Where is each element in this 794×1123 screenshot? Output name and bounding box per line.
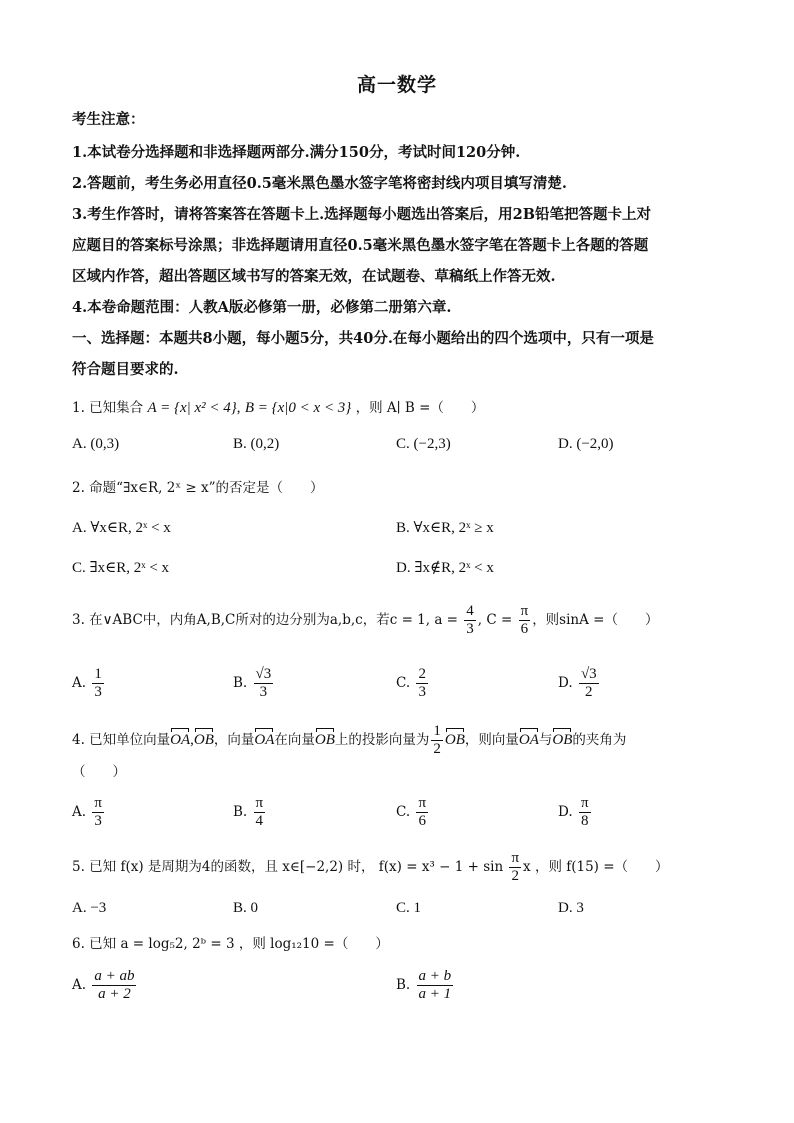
question-3 [72, 603, 732, 638]
vector-ob: OB [194, 726, 214, 750]
q3-option-d: D. $\frac{√3}{2}$ [558, 666, 597, 700]
q5-option-d: D. 3 [558, 900, 584, 916]
q6-option-a: A. $\frac{a + ab}{a + 2}$ [72, 968, 135, 1002]
q5-option-a: A. −3 [72, 900, 107, 916]
q2-option-a: A. ∀x∈R, 2ˣ < x [72, 520, 171, 536]
notice-item-3-cont: 应题目的答案标号涂黑；非选择题请用直径0.5毫米黑色墨水签字笔在答题卡上各题的答题 [72, 237, 649, 254]
section-heading-cont: 符合题目要求的. [72, 361, 179, 378]
q2-option-d: D. ∃x∉R, 2ˣ < x [396, 560, 494, 576]
q1-suffix: ，则 A∣ B =（ ） [355, 400, 485, 416]
notice-item-1: 1.本试卷分选择题和非选择题两部分.满分150分，考试时间120分钟. [72, 144, 521, 161]
question-2: 2. 命题“∃x∈R, 2ˣ ≥ x”的否定是（ ） [72, 480, 324, 496]
question-6: 6. 已知 a = log₅2, 2ᵇ = 3 ，则 log₁₂10 =（ ） [72, 936, 389, 952]
notice-heading: 考生注意： [72, 111, 145, 128]
q1-set-a: A = {x| x² < 4} [147, 400, 237, 416]
q3-suffix: ，则sinA =（ ） [532, 612, 659, 628]
exam-title: 高一数学 [356, 74, 437, 96]
q4-coefficient: $\frac{1}{2}$ [433, 723, 441, 757]
q1-set-b: B = {x|0 < x < 3} [244, 400, 352, 416]
question-1: 1. 已知集合 A = {x| x² < 4}, B = {x|0 < x < 3} ，则 A∣ B =（ ） [72, 400, 485, 416]
q3-fraction-a: $\frac{4}{3}$ [466, 603, 474, 637]
q5-fraction: $\frac{\pi}{2}$ [511, 850, 520, 884]
q3-fraction-c: $\frac{\pi}{6}$ [520, 603, 529, 637]
notice-item-3-cont2: 区域内作答，超出答题区域书写的答案无效，在试题卷、草稿纸上作答无效. [72, 268, 556, 285]
q3-prefix: 3. 在∨ABC中，内角A,B,C所对的边分别为a,b,c，若c = 1, a = [72, 612, 458, 628]
q6-option-b: B. $\frac{a + b}{a + 1}$ [396, 968, 452, 1002]
q5-suffix: x ，则 f(15) =（ ） [523, 859, 669, 875]
vector-oa: OA [170, 726, 190, 750]
q3-option-b: B. $\frac{√3}{3}$ [233, 666, 272, 700]
q4-option-a: A. $\frac{\pi}{3}$ [72, 795, 102, 829]
question-5 [72, 850, 732, 885]
q1-option-c: C. (−2,3) [396, 436, 451, 452]
q4-option-b: B. $\frac{\pi}{4}$ [233, 795, 264, 829]
section-heading: 一、选择题：本题共8小题，每小题5分，共40分.在每小题给出的四个选项中，只有一项是 [72, 330, 654, 347]
notice-item-2: 2.答题前，考生务必用直径0.5毫米黑色墨水签字笔将密封线内项目填写清楚. [72, 175, 567, 192]
q1-option-b: B. (0,2) [233, 436, 280, 452]
q1-option-d: D. (−2,0) [558, 436, 614, 452]
notice-item-4: 4.本卷命题范围：人教A版必修第一册，必修第二册第六章. [72, 299, 452, 316]
q5-prefix: 5. 已知 f(x) 是周期为4的函数，且 x∈[−2,2) 时， f(x) = x³ − 1 + sin [72, 859, 504, 875]
q5-option-c: C. 1 [396, 900, 422, 916]
q3-mid: , C = [477, 612, 513, 628]
q4-option-d: D. $\frac{\pi}{8}$ [558, 795, 589, 829]
q1-prefix: 1. 已知集合 [72, 400, 144, 416]
q3-option-a: A. $\frac{1}{3}$ [72, 666, 102, 700]
q2-option-b: B. ∀x∈R, 2ˣ ≥ x [396, 520, 494, 536]
q2-option-c: C. ∃x∈R, 2ˣ < x [72, 560, 170, 576]
notice-item-3: 3.考生作答时，请将答案答在答题卡上.选择题每小题选出答案后，用2B铅笔把答题卡上对 [72, 206, 652, 223]
q4-option-c: C. $\frac{\pi}{6}$ [396, 795, 427, 829]
q4-answer-paren: （ ） [72, 764, 126, 780]
q3-option-c: C. $\frac{2}{3}$ [396, 666, 426, 700]
q1-option-a: A. (0,3) [72, 436, 120, 452]
q5-option-b: B. 0 [233, 900, 259, 916]
question-4: 4. 已知单位向量OA,OB，向量OA在向量OB上的投影向量为 $\frac{1}{2}$ OB，则向量OA与OB的夹角为 [72, 723, 627, 757]
